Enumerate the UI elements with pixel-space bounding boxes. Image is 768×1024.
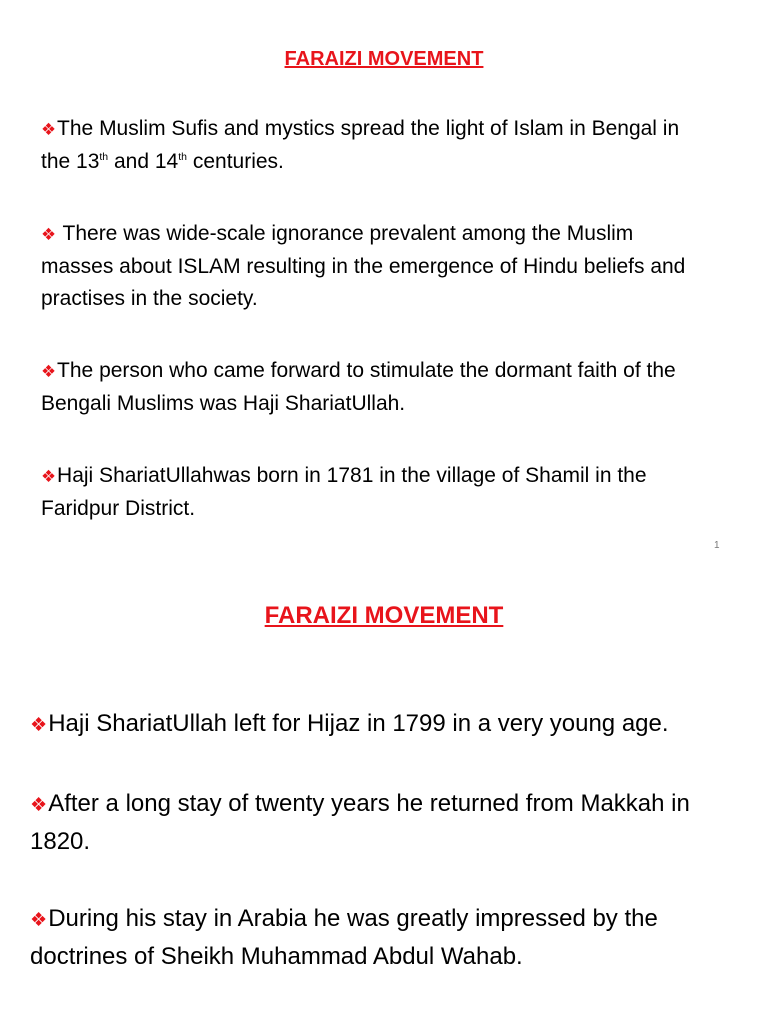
bullet-text: During his stay in Arabia he was greatly impressed by the doctrines of Sheikh Muhammad Abdul Wahab. (30, 905, 658, 970)
bullet-text: Haji ShariatUllahwas born in 1781 in the village of Shamil in the Faridpur District. (41, 464, 647, 520)
bullet-item (30, 706, 755, 744)
bullet-text: The person who came forward to stimulate the dormant faith of the Bengali Muslims was Haji ShariatUllah. (41, 359, 676, 415)
bullet-text: After a long stay of twenty years he returned from Makkah in 1820. (30, 790, 690, 855)
slide-title: FARAIZI MOVEMENT (264, 602, 504, 629)
bullet-text: Haji ShariatUllah left for Hijaz in 1799 in a very young age. (48, 710, 669, 737)
bullet-item (30, 786, 755, 860)
bullet-text: The Muslim Sufis and mystics spread the light of Islam in Bengal in the 13 (41, 117, 680, 173)
four-diamond-bullet-icon: ❖ (41, 467, 57, 486)
bullet-text: There was wide-scale ignorance prevalent among the Muslim masses about ISLAM resulting in the emergence of Hindu beliefs and practises in the society. (41, 222, 686, 310)
slide-2 (0, 570, 768, 1024)
superscript: th (178, 151, 187, 163)
bullet-item (41, 113, 701, 178)
four-diamond-bullet-icon: ❖ (41, 362, 57, 381)
four-diamond-bullet-icon: ❖ (30, 910, 48, 931)
bullet-text: and 14 (108, 150, 179, 173)
bullet-item (41, 355, 701, 420)
bullet-item (30, 901, 755, 975)
slide-title: FARAIZI MOVEMENT (284, 48, 484, 70)
superscript: th (99, 151, 109, 163)
four-diamond-bullet-icon: ❖ (30, 795, 48, 816)
four-diamond-bullet-icon: ❖ (41, 225, 57, 244)
bullet-text: centuries. (187, 150, 284, 173)
page-number: 1 (714, 540, 720, 551)
four-diamond-bullet-icon: ❖ (41, 120, 57, 139)
bullet-item (41, 460, 701, 525)
four-diamond-bullet-icon: ❖ (30, 715, 48, 736)
bullet-item (41, 218, 701, 315)
